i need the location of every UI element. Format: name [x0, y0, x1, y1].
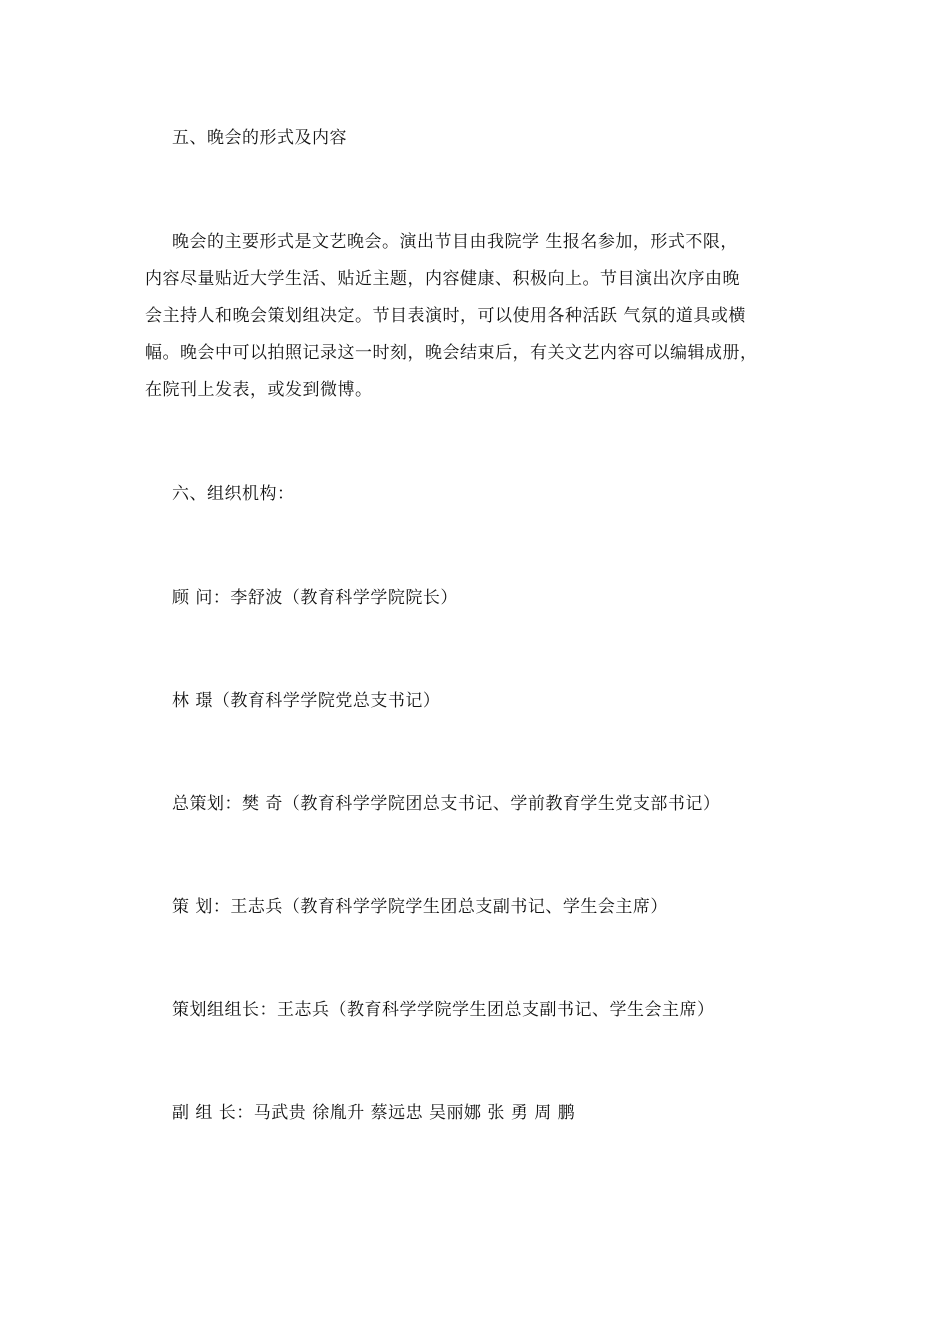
org-entry-deputy-leaders: 副 组 长：马武贵 徐胤升 蔡远忠 吴丽娜 张 勇 周 鹏: [172, 1103, 576, 1123]
paragraph-line: 幅。晚会中可以拍照记录这一时刻，晚会结束后，有关文艺内容可以编辑成册，: [145, 343, 758, 363]
org-entry-advisor-2: 林 璟（教育科学学院党总支书记）: [172, 691, 441, 711]
paragraph-line: 内容尽量贴近大学生活、贴近主题，内容健康、积极向上。节目演出次序由晚: [145, 269, 740, 289]
paragraph-line: 会主持人和晚会策划组决定。节目表演时，可以使用各种活跃 气氛的道具或横: [145, 306, 746, 326]
org-entry-chief-planner: 总策划：樊 奇（教育科学学院团总支书记、学前教育学生党支部书记）: [172, 794, 721, 814]
org-entry-advisor: 顾 问：李舒波（教育科学学院院长）: [172, 588, 458, 608]
section-6-heading: 六、组织机构：: [172, 484, 295, 504]
section-5-heading: 五、晚会的形式及内容: [172, 128, 347, 148]
paragraph-line: 晚会的主要形式是文艺晚会。演出节目由我院学 生报名参加，形式不限，: [172, 232, 738, 252]
org-entry-group-leader: 策划组组长：王志兵（教育科学学院学生团总支副书记、学生会主席）: [172, 1000, 715, 1020]
org-entry-planner: 策 划：王志兵（教育科学学院学生团总支副书记、学生会主席）: [172, 897, 668, 917]
paragraph-line: 在院刊上发表，或发到微博。: [145, 380, 373, 400]
